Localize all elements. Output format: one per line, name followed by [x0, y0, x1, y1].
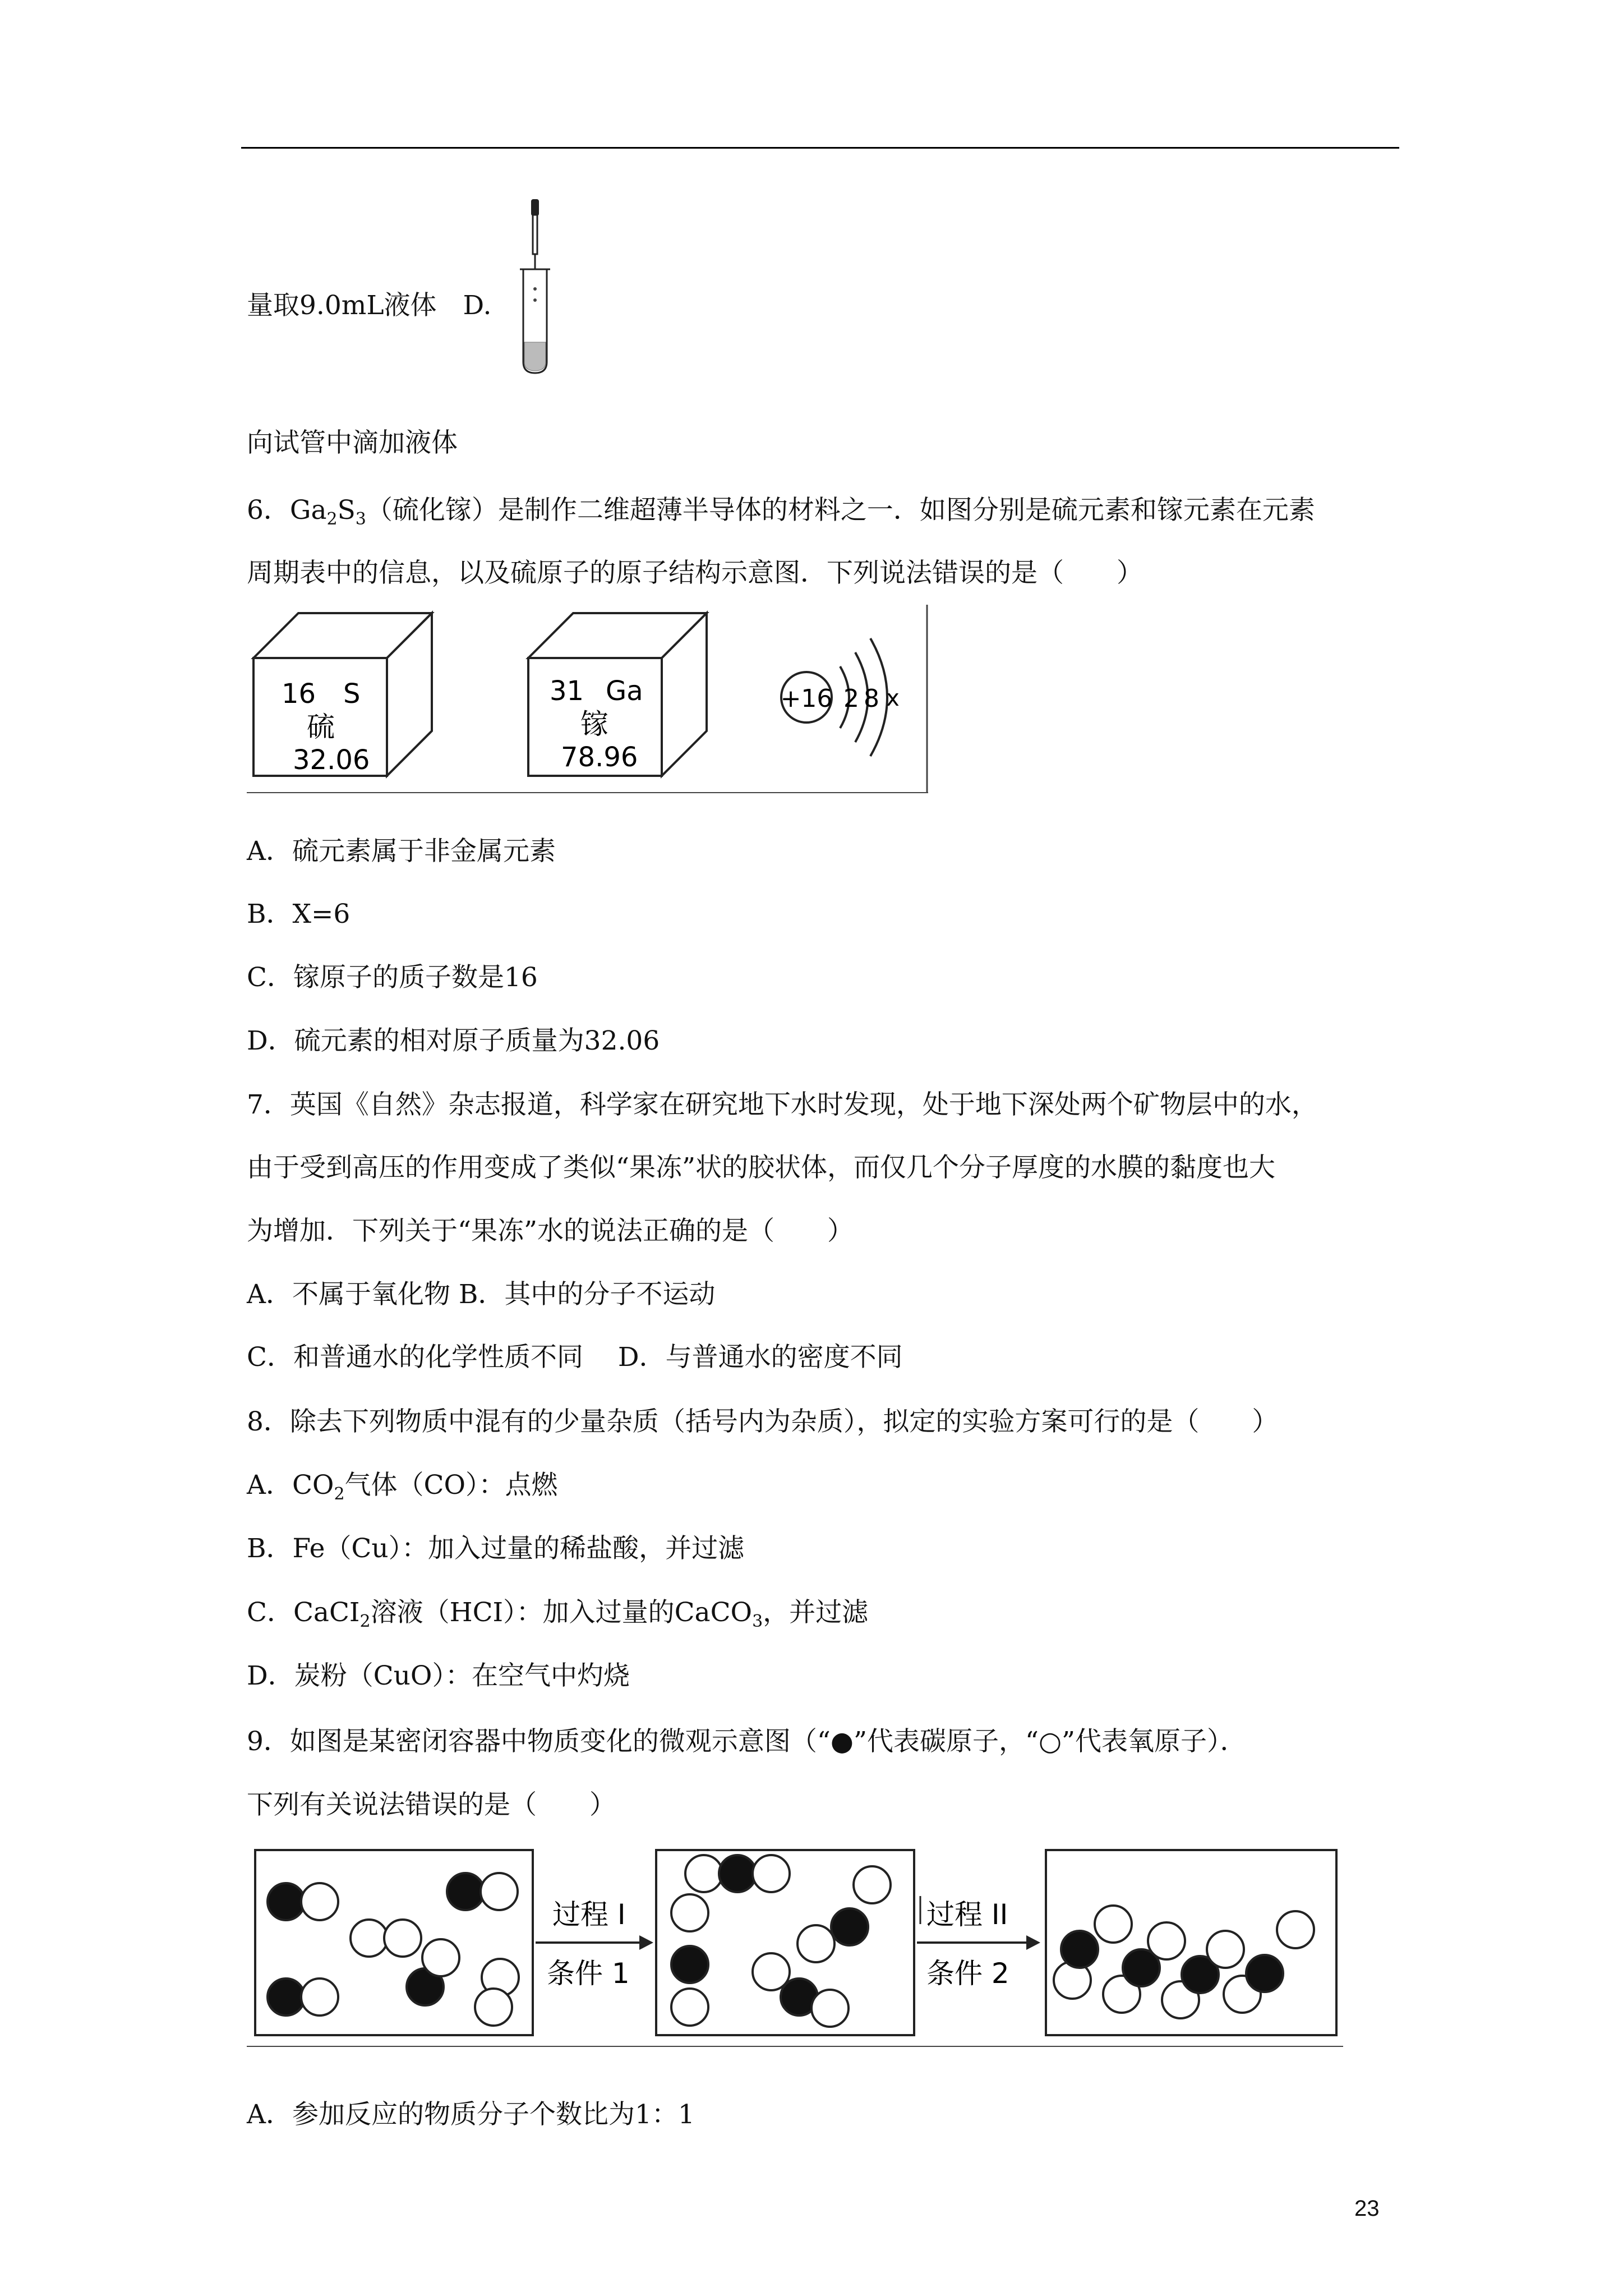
nucleus-charge: +16 — [780, 684, 833, 713]
q7-options-cd: C．和普通水的化学性质不同 D．与普通水的密度不同 — [247, 1342, 903, 1373]
gallium-atomic-number: 31 — [550, 675, 584, 707]
q6-option-a: A．硫元素属于非金属元素 — [247, 836, 556, 867]
q6-stem-line-1: 6．$Ga_2S_3$（硫化镓）是制作二维超薄半导体的材料之一．如图分别是硫元素和镓元素在元素 — [247, 495, 1315, 529]
shell-3-electrons: x — [886, 685, 900, 711]
sulfur-mass: 32.06 — [293, 744, 370, 776]
sulfur-symbol: S — [343, 678, 361, 710]
shell-2-electrons: 8 — [864, 684, 879, 713]
q7-stem-line-3: 为增加．下列关于“果冻”水的说法正确的是（ ） — [247, 1216, 854, 1246]
header-rule — [241, 147, 1399, 149]
arrow-2-top-label: 过程 II — [926, 1898, 1008, 1931]
q5-option-c-text: 量取9.0mL液体 D. — [247, 290, 492, 321]
q6-stem-line-2: 周期表中的信息，以及硫原子的原子结构示意图．下列说法错误的是（ ） — [247, 558, 1143, 588]
q9-stem-line-1: 9．如图是某密闭容器中物质变化的微观示意图（“●”代表碳原子，“○”代表氧原子）． — [247, 1726, 1247, 1757]
q7-stem-line-2: 由于受到高压的作用变成了类似“果冻”状的胶状体，而仅几个分子厚度的水膜的黏度也大 — [247, 1152, 1276, 1183]
q8-option-b: B．Fe（Cu）：加入过量的稀盐酸，并过滤 — [247, 1533, 745, 1564]
q8-option-c: C．CaCI$_2$溶液（HCI）：加入过量的CaCO$_3$，并过滤 — [247, 1597, 869, 1631]
q5-option-d-label: D. — [463, 290, 492, 321]
gallium-symbol: Ga — [606, 675, 643, 707]
q9-molecule-diagram — [247, 1840, 1343, 2047]
gallium-mass: 78.96 — [561, 742, 638, 773]
dropper-test-tube-figure — [519, 199, 552, 376]
q7-stem-line-1: 7．英国《自然》杂志报道，科学家在研究地下水时发现，处于地下深处两个矿物层中的水， — [247, 1089, 1318, 1120]
sulfur-atom-structure — [781, 638, 900, 756]
q6-option-b: B．X=6 — [247, 899, 351, 930]
arrow-1-bottom-label: 条件 1 — [547, 1957, 630, 1990]
q6-option-c: C．镓原子的质子数是16 — [247, 962, 538, 993]
q9-stem-line-2: 下列有关说法错误的是（ ） — [247, 1789, 616, 1820]
arrow-2-bottom-label: 条件 2 — [926, 1957, 1009, 1990]
sulfur-name: 硫 — [307, 711, 335, 743]
q6-option-d: D．硫元素的相对原子质量为32.06 — [247, 1025, 660, 1056]
sulfur-element-card — [253, 613, 432, 776]
q6-element-figure — [247, 605, 928, 795]
q8-option-d: D．炭粉（CuO）：在空气中灼烧 — [247, 1660, 630, 1691]
q8-stem: 8．除去下列物质中混有的少量杂质（括号内为杂质），拟定的实验方案可行的是（ ） — [247, 1406, 1279, 1437]
q9-option-a: A．参加反应的物质分子个数比为1：1 — [247, 2099, 695, 2130]
gallium-element-card — [528, 613, 707, 776]
sulfur-atomic-number: 16 — [282, 678, 316, 710]
q7-options-ab: A．不属于氧化物 B．其中的分子不运动 — [247, 1279, 716, 1310]
q8-option-a: A．$CO_2$气体（CO）：点燃 — [247, 1470, 558, 1504]
arrow-1-top-label: 过程 I — [552, 1898, 626, 1931]
page-number: 23 — [1354, 2196, 1380, 2221]
gallium-name: 镓 — [580, 708, 608, 740]
shell-1-electrons: 2 — [843, 684, 859, 713]
q5-option-d-text: 向试管中滴加液体 — [247, 427, 458, 458]
